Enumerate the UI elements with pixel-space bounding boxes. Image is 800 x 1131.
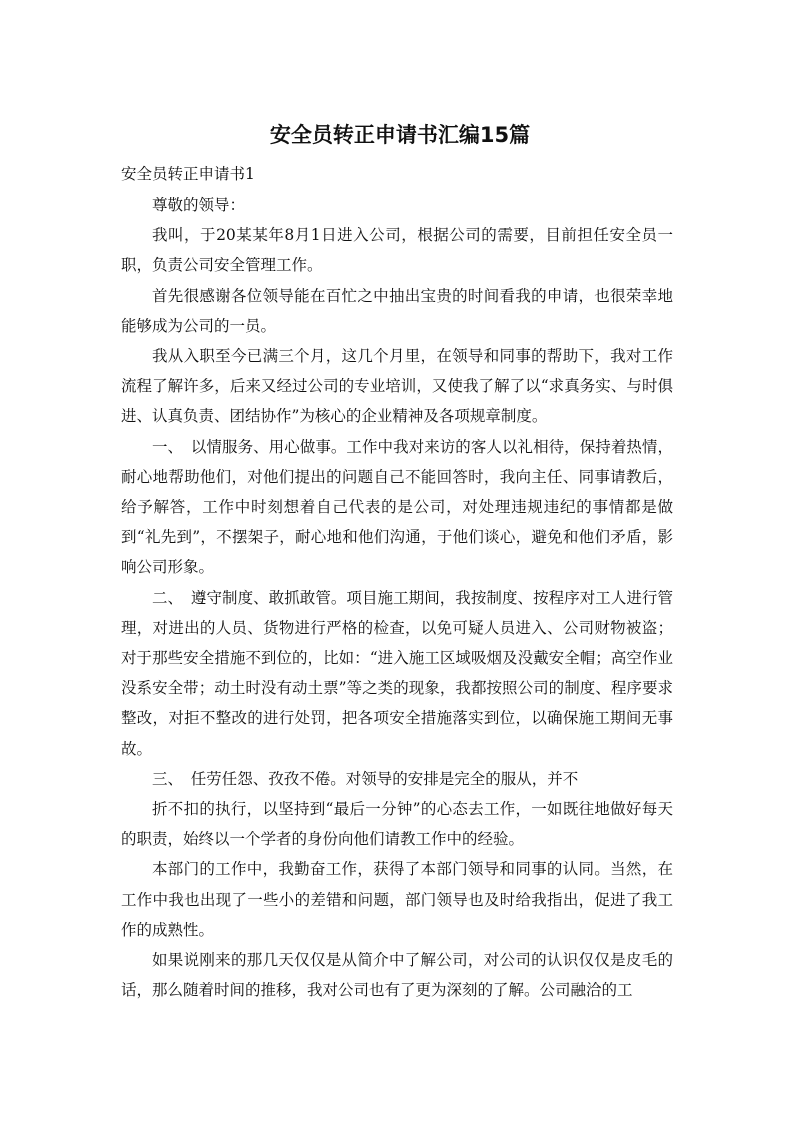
paragraph-point-two: 二、 遵守制度、敢抓敢管。项目施工期间，我按制度、按程序对工人进行管理，对进出的人员、货物进行严格的检查，以免可疑人员进入、公司财物被盗；对于那些安全措施不到位的，比如：“进入施工区域吸烟及没戴安全帽；高空作业没系安全带；动土时没有动土票”等之类的现象，我都按照公司的制度、程序要求整改，对拒不整改的进行处罚，把各项安全措施落实到位，以确保施工期间无事故。 [121, 588, 673, 758]
paragraph-point-one: 一、 以情服务、用心做事。工作中我对来访的客人以礼相待，保持着热情，耐心地帮助他们，对他们提出的问题自己不能回答时，我向主任、同事请教后，给予解答，工作中时刻想着自己代表的是公司，对处理违规违纪的事情都是做到“礼先到”，不摆架子，耐心地和他们沟通，于他们谈心，避免和他们矛盾，影响公司形象。 [121, 437, 673, 577]
paragraph-point-three-continued: 折不扣的执行，以坚持到“最后一分钟”的心态去工作，一如既往地做好每天的职责，始终以一个学者的身份向他们请教工作中的经验。 [121, 800, 673, 849]
document-subtitle: 安全员转正申请书1 [121, 165, 255, 183]
paragraph-understanding: 如果说刚来的那几天仅仅是从简介中了解公司，对公司的认识仅仅是皮毛的话，那么随着时间的推移，我对公司也有了更为深刻的了解。公司融洽的工 [121, 951, 673, 1000]
document-body [121, 190, 673, 1005]
document-title: 安全员转正申请书汇编15篇 [269, 123, 531, 147]
paragraph-introduction: 我叫，于20某某年8月1日进入公司，根据公司的需要，目前担任安全员一职，负责公司安全管理工作。 [121, 226, 673, 275]
paragraph-experience: 我从入职至今已满三个月，这几个月里，在领导和同事的帮助下，我对工作流程了解许多，后来又经过公司的专业培训，又使我了解了以“求真务实、与时俱进、认真负责、团结协作”为核心的企业精神及各项规章制度。 [121, 347, 673, 426]
paragraph-department-work: 本部门的工作中，我勤奋工作，获得了本部门领导和同事的认同。当然，在工作中我也出现了一些小的差错和问题，部门领导也及时给我指出，促进了我工作的成熟性。 [121, 860, 673, 939]
paragraph-thanks: 首先很感谢各位领导能在百忙之中抽出宝贵的时间看我的申请，也很荣幸地能够成为公司的一员。 [121, 286, 673, 335]
paragraph-point-three: 三、 任劳任怨、孜孜不倦。对领导的安排是完全的服从，并不 [152, 769, 579, 788]
paragraph-salutation: 尊敬的领导： [152, 196, 246, 214]
